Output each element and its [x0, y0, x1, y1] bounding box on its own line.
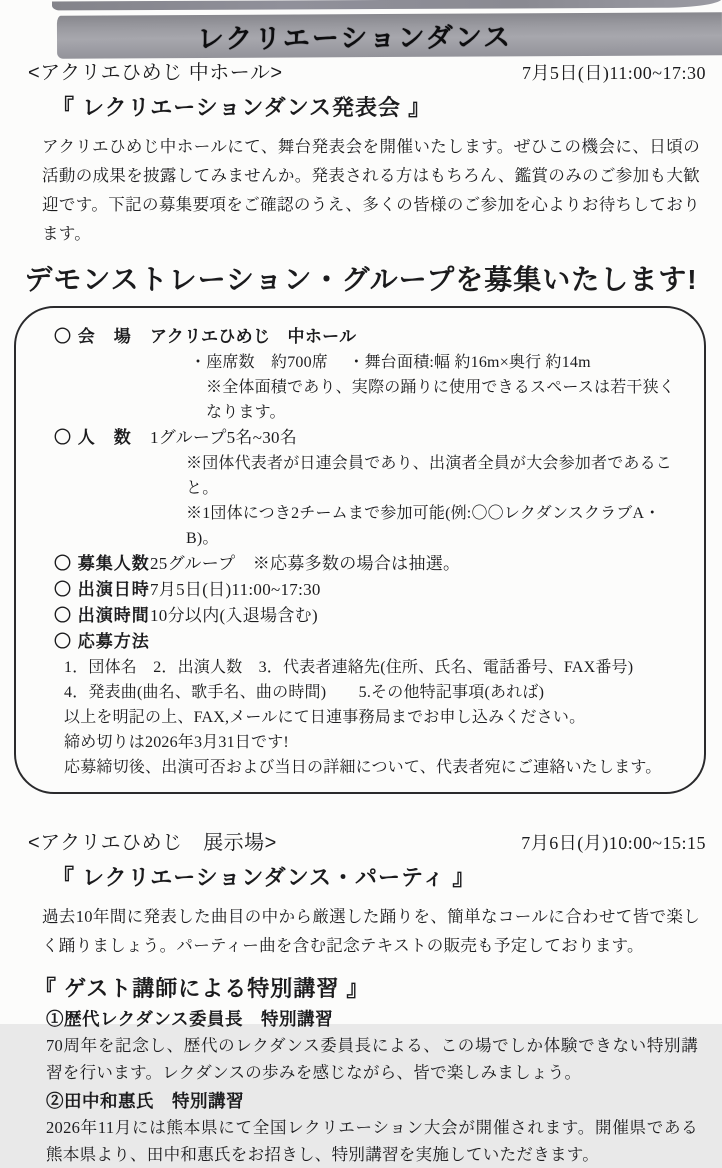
lecture-item-2-title: ②田中和惠氏 特別講習: [46, 1091, 244, 1111]
application-line: 以上を明記の上、FAX,メールにて日連事務局までお申し込みください。: [64, 709, 586, 726]
box-value: 25グループ ※応募多数の場合は抽選。: [150, 554, 461, 573]
lecture-item-1-title: ①歴代レクダンス委員長 特別講習: [46, 1009, 333, 1029]
box-row-people: [54, 425, 686, 450]
circle-bullet: 〇: [54, 580, 72, 599]
show-datetime: 7月5日(日)11:00~17:30: [521, 63, 706, 83]
application-line: 締め切りは2026年3月31日です!: [64, 734, 289, 751]
box-value: アクリエひめじ 中ホール: [150, 327, 357, 346]
box-label: 〇 出演時間: [54, 606, 150, 625]
lecture-item-2-body: 2026年11月には熊本県にて全国レクリエーション大会が開催されます。開催県である熊本県より、田中和惠氏をお招きし、特別講習を実施していただきます。: [46, 1118, 698, 1164]
application-line: 1．団体名 2．出演人数 3．代表者連絡先(住所、氏名、電話番号、FAX番号): [64, 659, 634, 676]
recruitment-box: [14, 306, 706, 794]
box-value: 10分以内(入退場含む): [150, 606, 318, 625]
box-subline: ※1団体につき2チームまで参加可能(例:〇〇レクダンスクラブA・B)。: [186, 505, 661, 547]
recruit-headline: デモンストレーション・グループを募集いたします!: [24, 264, 698, 295]
flyer-content: [0, 60, 722, 1168]
show-venue-row: [0, 60, 722, 86]
box-label: 〇 出演日時: [54, 580, 150, 599]
show-section-title: 『 レクリエーションダンス発表会 』: [52, 95, 432, 120]
box-row-apply: [54, 629, 686, 654]
show-intro-paragraph: アクリエひめじ中ホールにて、舞台発表会を開催いたします。ぜひこの機会に、日頃の活動の成果を披露してみませんか。発表される方はもちろん、鑑賞のみのご参加も大歓迎です。下記の募集要項をご確認のうえ、多くの皆様のご参加を心よりお待ちしております。: [42, 137, 700, 243]
party-datetime: 7月6日(月)10:00~15:15: [521, 833, 706, 853]
party-section-title: 『 レクリエーションダンス・パーティ 』: [52, 865, 476, 890]
application-line: 応募締切後、出演可否および当日の詳細について、代表者宛にご連絡いたします。: [64, 759, 662, 776]
box-value: 1グループ5名~30名: [150, 428, 298, 447]
circle-bullet: 〇: [54, 606, 72, 625]
show-venue-name: <アクリエひめじ 中ホール>: [28, 62, 283, 84]
box-row-duration: [54, 603, 686, 628]
box-row-groups: [54, 551, 686, 576]
page-title: レクリエーションダンス: [196, 22, 513, 55]
circle-bullet: 〇: [54, 632, 72, 651]
scan-artifact-strip: [52, 0, 722, 10]
application-line: 4．発表曲(曲名、歌手名、曲の時間) 5.その他特記事項(あれば): [64, 684, 545, 701]
party-venue-row: [0, 830, 722, 856]
box-row-date: [54, 577, 686, 602]
box-label: 〇 会 場: [54, 327, 132, 346]
title-banner: [57, 12, 722, 58]
circle-bullet: 〇: [54, 327, 72, 346]
circle-bullet: 〇: [54, 428, 72, 447]
box-label: 〇 応募方法: [54, 632, 150, 651]
box-subline: ・座席数 約700席 ・舞台面積:幅 約16m×奥行 約14m: [190, 354, 591, 371]
guest-lecture-title: 『 ゲスト講師による特別講習 』: [34, 976, 370, 1001]
party-venue-name: <アクリエひめじ 展示場>: [28, 832, 277, 854]
lecture-item-1-body: 70周年を記念し、歴代のレクダンス委員長による、この場でしか体験できない特別講習を行います。レクダンスの歩みを感じながら、皆で楽しみましょう。: [46, 1036, 698, 1082]
box-subline: ※団体代表者が日連会員であり、出演者全員が大会参加者であること。: [186, 455, 673, 497]
box-subline: ※全体面積であり、実際の踊りに使用できるスペースは若干狭くなります。: [206, 379, 676, 421]
circle-bullet: 〇: [54, 554, 72, 573]
party-paragraph: 過去10年間に発表した曲目の中から厳選した踊りを、簡単なコールに合わせて皆で楽しく踊りましょう。パーティー曲を含む記念テキストの販売も予定しております。: [42, 907, 700, 955]
box-label: 〇 人 数: [54, 428, 132, 447]
box-row-venue: [54, 324, 686, 349]
box-label: 〇 募集人数: [54, 554, 150, 573]
box-value: 7月5日(日)11:00~17:30: [150, 580, 321, 599]
